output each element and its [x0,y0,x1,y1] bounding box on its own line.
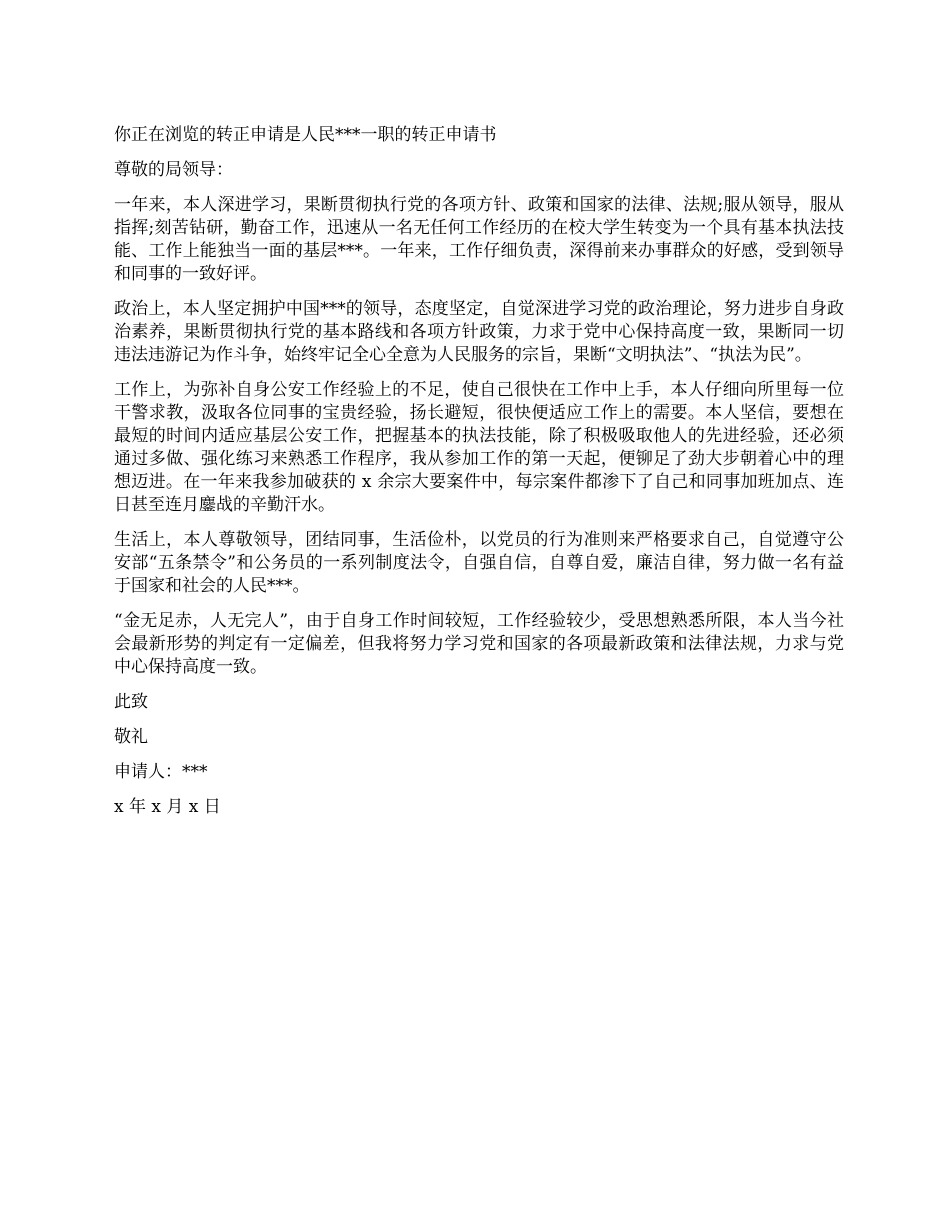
paragraph-life: 生活上，本人尊敬领导，团结同事，生活俭朴，以党员的行为准则来严格要求自己，自觉遵守公安部“五条禁令”和公务员的一系列制度法令，自强自信，自尊自爱，廉洁自律，努力做一名有益于国家和社会的人民***。 [114,530,844,596]
closing-greeting: 此致 [114,692,148,712]
document-body [114,124,844,831]
document-heading: 你正在浏览的转正申请是人民***一职的转正申请书 [114,125,497,145]
closing-salute: 敬礼 [114,727,148,747]
document-date: x 年 x 月 x 日 [114,797,221,817]
paragraph-shortcomings: “金无足赤，人无完人”，由于自身工作时间较短，工作经验较少，受思想熟悉所限，本人当今社会最新形势的判定有一定偏差，但我将努力学习党和国家的各项最新政策和法律法规，力求与党中心保持高度一致。 [114,611,844,677]
applicant-signature: 申请人：*** [114,762,208,782]
paragraph-overview: 一年来，本人深进学习，果断贯彻执行党的各项方针、政策和国家的法律、法规;服从领导，服从指挥;刻苦钻研，勤奋工作，迅速从一名无任何工作经历的在校大学生转变为一个具有基本执法技能、工作上能独当一面的基层***。一年来，工作仔细负责，深得前来办事群众的好感，受到领导和同事的一致好评。 [114,195,844,284]
paragraph-work: 工作上，为弥补自身公安工作经验上的不足，使自己很快在工作中上手，本人仔细向所里每一位干警求教，汲取各位同事的宝贵经验，扬长避短，很快便适应工作上的需要。本人坚信，要想在最短的时间内适应基层公安工作，把握基本的执法技能，除了积极吸取他人的先进经验，还必须通过多做、强化练习来熟悉工作程序，我从参加工作的第一天起，便铆足了劲大步朝着心中的理想迈进。在一年来我参加破获的 x 余宗大要案件中，每宗案件都渗下了自己和同事加班加点、连日甚至连月鏖战的辛勤汗水。 [114,380,844,515]
salutation: 尊敬的局领导： [114,160,233,180]
paragraph-politics: 政治上，本人坚定拥护中国***的领导，态度坚定，自觉深进学习党的政治理论，努力进步自身政治素养，果断贯彻执行党的基本路线和各项方针政策，力求于党中心保持高度一致，果断同一切违法违游记为作斗争，始终牢记全心全意为人民服务的宗旨，果断“文明执法”、“执法为民”。 [114,299,844,365]
